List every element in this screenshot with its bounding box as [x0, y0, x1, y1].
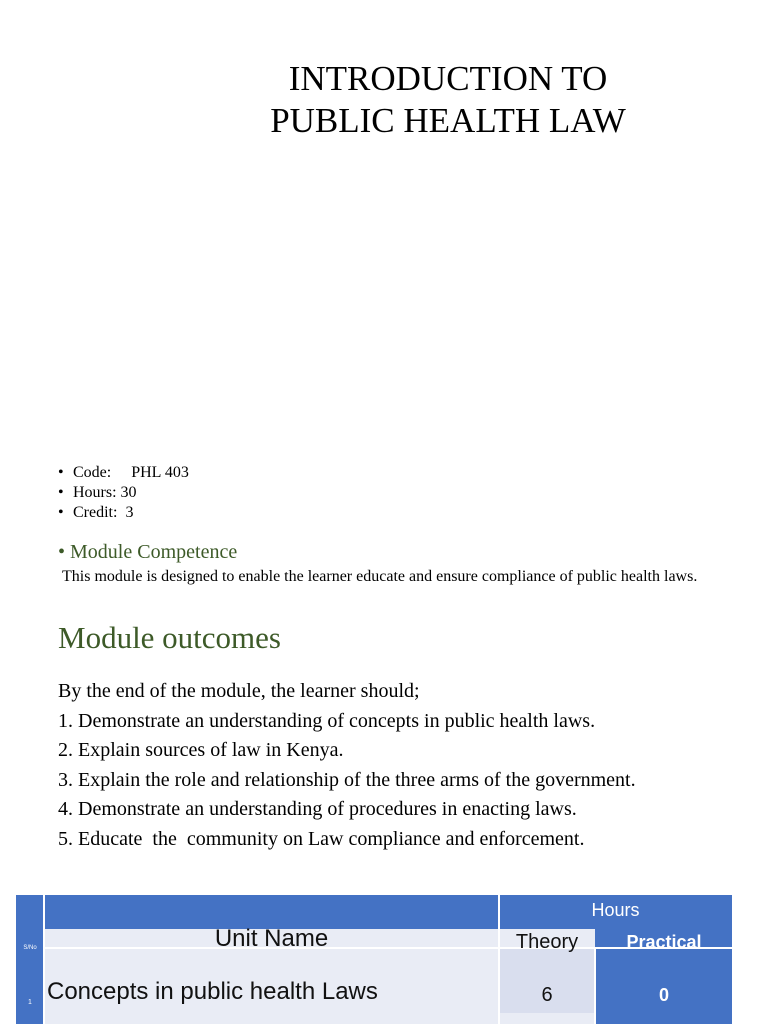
header-sno: S/No [23, 945, 37, 951]
units-table [16, 895, 732, 1024]
bullet-icon: • [58, 484, 64, 501]
meta-credit: • Credit: 3 [58, 504, 134, 521]
row-theory-hours: 6 [541, 984, 553, 1006]
document-title [200, 58, 696, 142]
header-blue-band [44, 895, 499, 929]
header-theory: Theory [515, 931, 579, 953]
header-hours: Hours [591, 900, 640, 920]
module-competence-text: This module is designed to enable the learner educate and ensure compliance of public health laws. [58, 568, 698, 585]
meta-code: • Code: PHL 403 [58, 464, 189, 481]
meta-hours: • Hours: 30 [58, 484, 137, 501]
bullet-icon: • [58, 464, 64, 481]
title-line-1: INTRODUCTION TO [288, 59, 608, 98]
outcome-item: 1. Demonstrate an understanding of concepts in public health laws. [58, 709, 596, 732]
outcome-item: 5. Educate the community on Law compliance and enforcement. [58, 827, 585, 850]
module-outcomes-heading: Module outcomes [58, 620, 281, 655]
module-meta-list [58, 463, 189, 523]
outcomes-intro: By the end of the module, the learner should; [58, 680, 420, 702]
row-number: 1 [28, 999, 32, 1006]
header-practical: Practical [626, 932, 702, 952]
module-outcomes-list [58, 677, 636, 855]
bullet-icon: • [58, 504, 64, 521]
outcome-item: 4. Demonstrate an understanding of procedures in enacting laws. [58, 798, 577, 821]
row-practical-hours: 0 [658, 985, 669, 1005]
outcome-item: 3. Explain the role and relationship of the three arms of the government. [58, 768, 636, 791]
theory-bottom-band [499, 1013, 595, 1024]
header-unit-name: Unit Name [214, 925, 329, 952]
row-unit-name: Concepts in public health Laws [47, 978, 378, 1005]
bullet-icon: • [58, 541, 71, 563]
title-line-2: PUBLIC HEALTH LAW [270, 101, 626, 140]
outcome-item: 2. Explain sources of law in Kenya. [58, 739, 344, 762]
module-competence-heading: • Module Competence [58, 541, 238, 563]
